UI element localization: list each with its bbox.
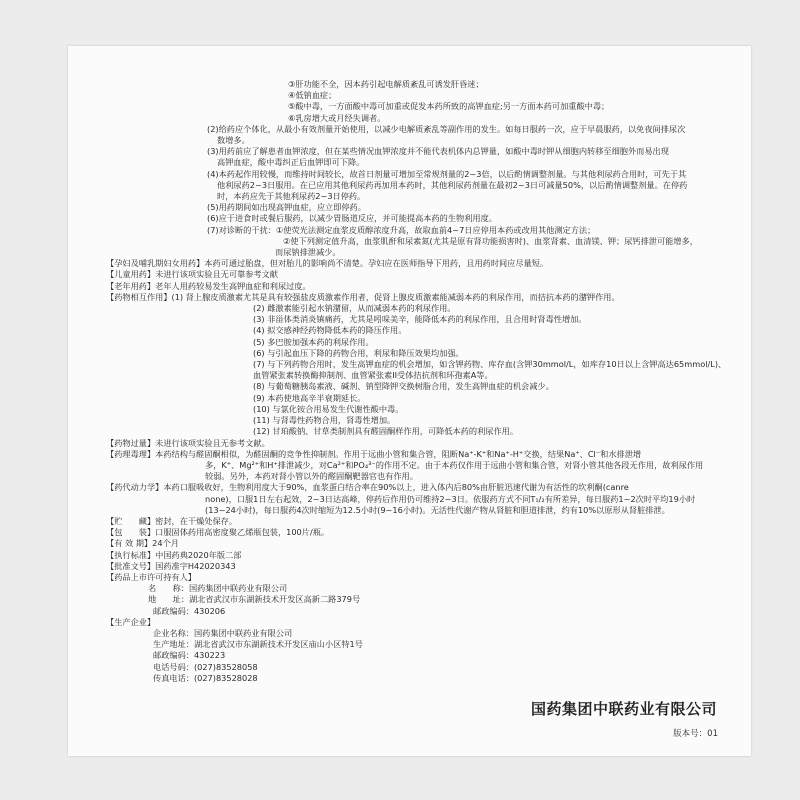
contraindication-line: ④低钠血症； <box>288 90 337 101</box>
manufacturer-title: 【生产企业】 <box>106 616 156 627</box>
children-section: 【儿童用药】未进行该项实验且无可靠参考文献 <box>106 269 278 280</box>
interaction-line: (4) 拟交感神经药物降低本药的降压作用。 <box>253 325 407 336</box>
leaflet-page <box>68 46 751 756</box>
leaflet-content <box>106 79 736 684</box>
pharmacology-line: 较弱。另外，本药对肾小管以外的醛固酮靶器官也有作用。 <box>205 471 418 482</box>
validity-label: 【有 效 期】 <box>106 538 153 549</box>
contraindication-line: ⑤酸中毒，一方面酸中毒可加重或促发本药所致的高钾血症;另一方面本药可加重酸中毒； <box>288 101 610 112</box>
interaction-line: (8) 与葡萄糖胰岛素液、碱剂、钠型降钾交换树脂合用，发生高钾血症的机会减少。 <box>253 381 554 392</box>
storage-label: 【贮 藏】 <box>106 515 156 526</box>
usage-note-line: (5)用药期间如出现高钾血症，应立即停药。 <box>207 202 366 213</box>
package-value: 口服固体药用高密度聚乙烯瓶包装，100片/瓶。 <box>155 527 330 538</box>
pharmacokinetics-line: (13~24小时)，每日服药4次时缩短为12.5小时(9~16小时)。无活性代谢产物从肾脏和胆道排泄，约有10%以原形从肾脏排泄。 <box>205 504 670 515</box>
approval-value: 国药准字H42020343 <box>155 560 236 571</box>
mah-line: 名 称：国药集团中联药业有限公司 <box>148 583 288 594</box>
pharmacology-line: 【药理毒理】本药结构与醛固酮相似，为醛固酮的竞争性抑制剂。作用于远曲小管和集合管，阻断Na⁺-K⁺和Na⁺-H⁺交换，结果Na⁺、Cl⁻和水排泄增 <box>106 448 642 459</box>
usage-note-line: (7)对诊断的干扰：①使荧光法测定血浆皮质醇浓度升高，故取血前4~7日应停用本药或改用其他测定方法； <box>207 224 596 235</box>
interaction-section-title: 【药物相互作用】(1) 肾上腺皮质激素尤其是具有较强盐皮质激素作用者，促肾上腺皮质激素能减弱本药的利尿作用，而拮抗本药的潴钾作用。 <box>106 291 620 302</box>
usage-note-line: (6)应于进食时或餐后服药，以减少胃肠道反应，并可能提高本药的生物利用度。 <box>207 213 497 224</box>
manufacturer-line: 邮政编码：430223 <box>153 650 226 661</box>
version-number: 版本号：01 <box>673 729 718 739</box>
interaction-line: (2) 雌激素能引起水钠潴留，从而减弱本药的利尿作用。 <box>253 303 456 314</box>
approval-label: 【批准文号】 <box>106 560 156 571</box>
interaction-line: (7) 与下列药物合用时，发生高钾血症的机会增加，如含钾药物、库存血(含钾30mmol/L，如库存10日以上含钾高达65mmol/L)、 <box>253 359 727 370</box>
standard-row <box>106 550 736 561</box>
mah-line: 地 址：湖北省武汉市东湖新技术开发区高新二路379号 <box>148 594 361 605</box>
interaction-line: 血管紧张素转换酶抑制剂、血管紧张素II受体拮抗剂和环孢素A等。 <box>253 370 493 381</box>
overdose-section: 【药物过量】未进行该项实验且无参考文献。 <box>106 437 270 448</box>
interaction-line: (3) 非甾体类消炎镇痛药，尤其是吲哚美辛，能降低本药的利尿作用，且合用时肾毒性增加。 <box>253 314 587 325</box>
elderly-section: 【老年用药】老年人用药较易发生高钾血症和利尿过度。 <box>106 280 311 291</box>
usage-note-line: 数增多。 <box>217 135 250 146</box>
diagnostic-note-line: ②使下列测定值升高，血浆肌酐和尿素氮(尤其是原有肾功能损害时)、血浆肾素、血清镁、钾；尿钙排泄可能增多， <box>283 235 698 246</box>
storage-row <box>106 516 736 527</box>
approval-row <box>106 561 736 572</box>
manufacturer-line: 生产地址：湖北省武汉市东湖新技术开发区庙山小区特1号 <box>153 639 363 650</box>
usage-note-line: (4)本药起作用较慢，而维持时间较长，故首日剂量可增加至常规剂量的2~3倍，以后酌情调整剂量。与其他利尿药合用时，可先于其 <box>207 168 687 179</box>
package-label: 【包 装】 <box>106 527 156 538</box>
package-row <box>106 527 736 538</box>
usage-note-line: 高钾血症，酸中毒纠正后血钾即可下降。 <box>217 157 365 168</box>
usage-note-line: 他利尿药2~3日服用。在已应用其他利尿药再加用本药时，其他利尿药剂量在最初2~3日可减量50%，以后酌情调整剂量。在停药 <box>217 179 688 190</box>
mah-title: 【药品上市许可持有人】 <box>106 571 197 582</box>
interaction-line: (12) 甘珀酸钠、甘草类制剂具有醛固酮样作用，可降低本药的利尿作用。 <box>253 426 519 437</box>
interaction-line: (6) 与引起血压下降的药物合用，利尿和降压效果均加强。 <box>253 347 464 358</box>
standard-label: 【执行标准】 <box>106 549 156 560</box>
pharmacokinetics-line: none)，口服1日左右起效，2~3日达高峰，停药后作用仍可维持2~3日。依服药方式不同T₁/₂有所差异，每日服药1~2次时平均19小时 <box>205 493 696 504</box>
mah-line: 邮政编码：430206 <box>153 605 226 616</box>
usage-note-line: (3)用药前应了解患者血钾浓度，但在某些情况血钾浓度并不能代表机体内总钾量，如酸中毒时钾从细胞内转移至细胞外而易出现 <box>207 146 669 157</box>
contraindication-line: ⑥乳房增大或月经失调者。 <box>288 112 386 123</box>
interaction-line: (5) 多巴胺加强本药的利尿作用。 <box>253 336 374 347</box>
storage-value: 密封，在干燥处保存。 <box>155 515 238 526</box>
usage-note-line: 时，本药应先于其他利尿药2~3日停药。 <box>217 191 366 202</box>
usage-note-line: (2)给药应个体化，从最小有效剂量开始使用，以减少电解质紊乱等副作用的发生。如每日服药一次，应于早晨服药，以免夜间排尿次 <box>207 123 686 134</box>
interaction-line: (11) 与肾毒性药物合用，肾毒性增加。 <box>253 415 396 426</box>
contraindication-line: ③肝功能不全，因本药引起电解质紊乱可诱发肝昏迷； <box>288 79 484 89</box>
pharmacology-line: 多，K⁺、Mg²⁺和H⁺排泄减少，对Ca²⁺和PO₄³⁻的作用不定。由于本药仅作用于远曲小管和集合管，对肾小管其他各段无作用，故利尿作用 <box>205 459 704 470</box>
standard-value: 中国药典2020年版二部 <box>155 549 242 560</box>
diagnostic-note-line: 而尿钠排泄减少。 <box>275 247 341 258</box>
interaction-line: (9) 本药使地高辛半衰期延长。 <box>253 392 366 403</box>
pharmacokinetics-line: 【药代动力学】本药口服吸收好，生物利用度大于90%，血浆蛋白结合率在90%以上，进入体内后80%由肝脏迅速代谢为有活性的坎利酮(canre <box>106 482 629 493</box>
interaction-line: (10) 与氯化铵合用易发生代谢性酸中毒。 <box>253 403 404 414</box>
company-name: 国药集团中联药业有限公司 <box>530 700 717 718</box>
manufacturer-line: 电话号码：(027)83528058 <box>153 661 258 672</box>
manufacturer-line: 企业名称：国药集团中联药业有限公司 <box>153 627 293 638</box>
validity-row <box>106 538 736 549</box>
pregnancy-section: 【孕妇及哺乳期妇女用药】本药可通过胎盘，但对胎儿的影响尚不清楚。孕妇应在医师指导下用药，且用药时间应尽量短。 <box>106 258 549 269</box>
validity-value: 24个月 <box>152 538 179 549</box>
manufacturer-line: 传真电话：(027)83528028 <box>153 672 258 683</box>
